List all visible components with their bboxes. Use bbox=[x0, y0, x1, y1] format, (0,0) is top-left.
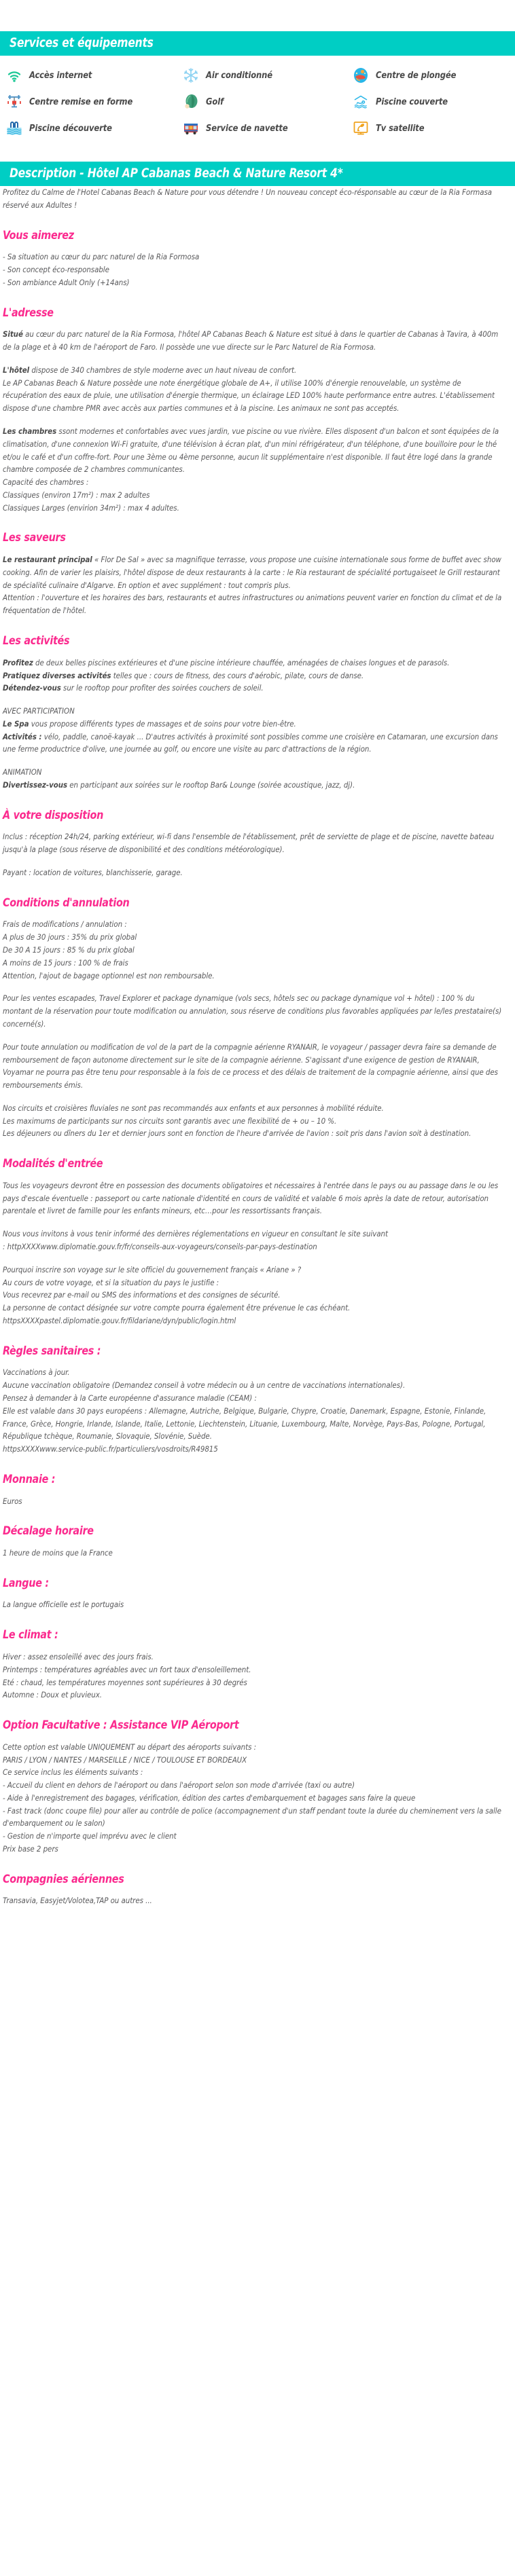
modalites-line: Au cours de votre voyage, et si la situation du pays le justifie : bbox=[3, 1277, 219, 1287]
disposition-inclus: Inclus : réception 24h/24, parking extérieur, wi-fi dans l'ensemble de l'établissement, prêt de serviette de plage et de piscine, navette bateau jusqu'à la plage (sous réserve de disponibilité et des conditions météorologique). bbox=[3, 832, 495, 855]
option-vip-line: Ce service inclus les éléments suivants : bbox=[3, 1767, 143, 1778]
climat-line: Eté : chaud, les températures moyennes sont supérieures à 30 degrés bbox=[3, 1677, 247, 1687]
outdoor-pool-icon bbox=[5, 119, 23, 137]
services-banner bbox=[0, 31, 515, 56]
modalites-site-url: : httpXXXXwww.diplomatie.gouv.fr/fr/conseils-aux-voyageurs/conseils-par-pays-destination bbox=[3, 1242, 317, 1251]
section-gap bbox=[0, 147, 515, 162]
paragraph-gap bbox=[3, 756, 511, 766]
bullet-line: - Sa situation au cœur du parc naturel de la Ria Formosa bbox=[3, 252, 200, 262]
amenity-label: Centre remise en forme bbox=[29, 96, 133, 107]
bullet-line: - Son concept éco-responsable bbox=[3, 265, 109, 275]
modalites-paragraph-1: Tous les voyageurs devront être en possession des documents obligatoires et nécessaires à l'entrée dans le pays ou au passage dans le ou les pays d'escale éventuelle : passeport ou carte nationale d'identité en cours de validité et valable 6 mois après la date de retour, autorisation parentale et livret de famille pour les enfants mineurs, etc…pour les ressortissants français. bbox=[3, 1180, 499, 1216]
activites-paragraph-1 bbox=[3, 657, 503, 669]
disposition-payant: Payant : location de voitures, blanchisserie, garage. bbox=[3, 868, 183, 877]
decalage-text: 1 heure de moins que la France bbox=[3, 1548, 113, 1558]
activites-p5-rest: vélo, paddle, canoë-kayak ... D'autres activités à proximité sont possibles comme une croisière en Catamaran, une excursion dans une ferme productrice d'olive, une journée au golf, ou encore une visite au parc d'attractions de la région. bbox=[3, 731, 498, 754]
adresse-p4-rest: ssont modernes et confortables avec vues jardin, vue piscine ou vue rivière. Elles disposent d'un balcon et sont équipées de la climatisation, d'une connexion Wi-Fi gratuite, d'une télévision à écran plat, d'un mini réfrigérateur, d'un téléphone, d'une bouilloire pour le thé et/ou le café et d'un coffre-fort. Pour une 3ème ou 4ème personne, aucun lit supplémentaire n'est disponible. Il faut être logé dans la grande chambre composée de 2 chambres communicantes. bbox=[3, 426, 499, 475]
annulation-line: Les déjeuners ou dîners du 1er et dernier jours sont en fonction de l'heure d'arrivée de l'avion : soit pris dans l'avion soit à destination. bbox=[3, 1128, 472, 1139]
modalites-line: Pourquoi inscrire son voyage sur le site officiel du gouvernement français « Ariane » ? bbox=[3, 1264, 302, 1274]
capacity-label: Capacité des chambres : bbox=[3, 477, 89, 487]
scuba-diver-icon bbox=[352, 67, 370, 84]
bullet-line: - Son ambiance Adult Only (+14ans) bbox=[3, 277, 130, 287]
heading-monnaie: Monnaie : bbox=[3, 1472, 56, 1486]
activites-p4-rest: vous propose différents types de massages et de soins pour votre bien-être. bbox=[29, 718, 296, 729]
amenities-grid bbox=[0, 56, 515, 147]
saveurs-p1-lead: Le restaurant principal bbox=[3, 555, 92, 565]
amenity-item bbox=[182, 67, 352, 84]
activites-p2-rest: telles que : cours de fitness, des cours d'aérobic, pilate, cours de danse. bbox=[111, 670, 364, 680]
saveurs-p1-rest: « Flor De Sal » avec sa magnifique terrasse, vous propose une cuisine internationale sous forme de buffet avec show cooking. Afin de varier les plaisirs, l'hôtel dispose de deux restaurants à la carte : le Ria restaurant de spécialité portugaiseet le Grill restaurant de spécialité culinaire d'Algarve. En option et avec supplément : tout compris plus. bbox=[3, 555, 501, 590]
amenity-label: Air conditionné bbox=[206, 70, 273, 81]
activites-p1-lead: Profitez bbox=[3, 657, 33, 667]
heading-activites: Les activités bbox=[3, 634, 70, 648]
adresse-p1-lead: Situé bbox=[3, 329, 23, 339]
saveurs-paragraph-2: Attention : l'ouverture et les horaires des bars, restaurants et autres infrastructures ou animations peuvent varier en fonction du climat et de la fréquentation de l'hôtel. bbox=[3, 593, 502, 616]
activites-p6-rest: en participant aux soirées sur le rooftop Bar& Lounge (soirée acoustique, jazz, dj). bbox=[67, 779, 355, 790]
heading-langue: Langue : bbox=[3, 1576, 49, 1590]
amenity-label: Service de navette bbox=[206, 123, 288, 134]
option-vip-line: - Gestion de n'importe quel imprévu avec le client bbox=[3, 1831, 177, 1841]
adresse-p2-rest: dispose de 340 chambres de style moderne avec un haut niveau de confort. bbox=[29, 365, 297, 375]
activites-p3-lead: Détendez-vous bbox=[3, 683, 61, 693]
annulation-paragraph-1: Pour les ventes escapades, Travel Explorer et package dynamique (vols secs, hôtels sec ou package dynamique vol + hôtel) : 100 % du montant de la réservation pour toute modification ou annulation, sous réserve de conditions plus favorables appliquées par le/les prestataire(s) concerné(s). bbox=[3, 993, 502, 1029]
annulation-paragraph-2: Pour toute annulation ou modification de vol de la part de la compagnie aérienne RYANAIR, le voyageur / passager devra faire sa demande de remboursement de façon autonome directement sur le site de la compagnie aérienne. S'agissant d'une exigence de gestion de RYANAIR, Voyamar ne pourra pas être tenu pour responsable à la fois de ce process et des délais de traitement de la compagnie aérienne, ainsi que des remboursements émis. bbox=[3, 1042, 498, 1090]
annulation-line: De 30 A 15 jours : 85 % du prix global bbox=[3, 945, 135, 955]
capacity-classique: Classiques (environ 17m²) : max 2 adultes bbox=[3, 490, 150, 500]
paragraph-gap bbox=[3, 1092, 511, 1102]
monnaie-text: Euros bbox=[3, 1496, 22, 1506]
modalites-line: Vous recevrez par e-mail ou SMS des informations et des consignes de sécurité. bbox=[3, 1290, 281, 1300]
activites-paragraph-4 bbox=[3, 718, 503, 731]
compagnies-text: Transavia, Easyjet/Volotea,TAP ou autres ... bbox=[3, 1896, 152, 1906]
adresse-p1-rest: au cœur du parc naturel de la Ria Formosa, l'hôtel AP Cabanas Beach & Nature est situé à dans le quartier de Cabanas à Tavira, à 400m de la plage et à 40 km de l'aéroport de Faro. Il possède une vue directe sur le Parc Naturel de Ria Formosa. bbox=[3, 329, 499, 352]
adresse-paragraph-1 bbox=[3, 328, 503, 354]
adresse-p4-lead: Les chambres bbox=[3, 426, 57, 436]
heading-decalage-horaire: Décalage horaire bbox=[3, 1524, 94, 1539]
activites-paragraph-2 bbox=[3, 669, 503, 682]
subtitle-animation: ANIMATION bbox=[3, 767, 42, 777]
paragraph-gap bbox=[3, 415, 511, 425]
snowflake-icon bbox=[182, 67, 200, 84]
indoor-pool-icon bbox=[352, 93, 370, 111]
adresse-paragraph-4 bbox=[3, 425, 503, 476]
amenity-label: Tv satellite bbox=[376, 123, 425, 134]
modalites-site-intro: Nous vous invitons à vous tenir informé des dernières réglementations en vigueur en consultant le site suivant bbox=[3, 1229, 389, 1239]
amenity-item bbox=[352, 119, 510, 137]
amenity-item bbox=[5, 67, 182, 84]
climat-line: Automne : Doux et pluvieux. bbox=[3, 1690, 103, 1700]
description-banner-title: Description - Hôtel AP Cabanas Beach & Nature Resort 4* bbox=[10, 166, 343, 181]
sanitaire-ceam-countries: Elle est valable dans 30 pays européens : Allemagne, Autriche, Belgique, Bulgarie, Chypre, Croatie, Danemark, Espagne, Estonie, Finlande, France, Grèce, Hongrie, Irlande, Islande, Italie, Lettonie, Liechtenstein, Lituanie, Luxembourg, Malte, Norvège, Pays-Bas, Pologne, Portugal, République tchèque, Roumanie, Slovaquie, Slovénie, Suède. bbox=[3, 1405, 486, 1441]
heading-modalites: Modalités d'entrée bbox=[3, 1157, 103, 1171]
heading-saveurs: Les saveurs bbox=[3, 531, 66, 545]
activites-p1-rest: de deux belles piscines extérieures et d'une piscine intérieure chauffée, aménagées de chaises longues et de parasols. bbox=[33, 657, 450, 667]
option-vip-line: Cette option est valable UNIQUEMENT au départ des aéroports suivants : bbox=[3, 1742, 257, 1752]
amenity-item bbox=[182, 119, 352, 137]
paragraph-gap bbox=[3, 1217, 511, 1228]
annulation-line: Les maximums de participants sur nos circuits sont garantis avec une flexibilité de + ou – 10 %. bbox=[3, 1116, 337, 1126]
amenity-item bbox=[5, 93, 182, 111]
heading-adresse: L'adresse bbox=[3, 306, 54, 320]
sanitaire-line: Aucune vaccination obligatoire (Demandez conseil à votre médecin ou à un centre de vaccinations internationales). bbox=[3, 1380, 406, 1391]
modalites-ariane-url: httpsXXXXpastel.diplomatie.gouv.fr/fildariane/dyn/public/login.html bbox=[3, 1315, 236, 1325]
heading-regles-sanitaires: Règles sanitaires : bbox=[3, 1344, 101, 1358]
saveurs-paragraph-1 bbox=[3, 553, 503, 591]
activites-p3-rest: sur le rooftop pour profiter des soirées couchers de soleil. bbox=[60, 683, 264, 693]
activites-p6-lead: Divertissez-vous bbox=[3, 779, 68, 790]
adresse-paragraph-2 bbox=[3, 364, 503, 377]
annulation-line: Attention, l'ajout de bagage optionnel est non remboursable. bbox=[3, 970, 215, 980]
paragraph-gap bbox=[3, 1031, 511, 1041]
paragraph-gap bbox=[3, 856, 511, 866]
shuttle-bus-icon bbox=[182, 119, 200, 137]
satellite-tv-icon bbox=[352, 119, 370, 137]
option-vip-price: Prix base 2 pers bbox=[3, 1844, 58, 1854]
subtitle-avec-participation: AVEC PARTICIPATION bbox=[3, 706, 75, 716]
activites-paragraph-6 bbox=[3, 779, 503, 792]
fitness-icon bbox=[5, 93, 23, 111]
golf-icon bbox=[182, 93, 200, 111]
activites-paragraph-5 bbox=[3, 731, 503, 756]
langue-text: La langue officielle est le portugais bbox=[3, 1600, 124, 1610]
description-banner bbox=[0, 162, 515, 186]
paragraph-gap bbox=[3, 1253, 511, 1264]
amenity-label: Accès internet bbox=[29, 70, 92, 81]
activites-paragraph-3 bbox=[3, 682, 503, 695]
annulation-line: A moins de 15 jours : 100 % de frais bbox=[3, 957, 128, 968]
paragraph-gap bbox=[3, 695, 511, 705]
climat-line: Hiver : assez ensoleillé avec des jours frais. bbox=[3, 1651, 154, 1661]
amenity-item bbox=[182, 93, 352, 111]
paragraph-gap bbox=[3, 354, 511, 364]
activites-p4-lead: Le Spa bbox=[3, 718, 29, 729]
activites-p5-lead: Activités : bbox=[3, 731, 42, 741]
annulation-line: A plus de 30 jours : 35% du prix global bbox=[3, 932, 137, 942]
annulation-line: Frais de modifications / annulation : bbox=[3, 919, 127, 930]
sanitaire-line: Vaccinations à jour. bbox=[3, 1367, 70, 1378]
sanitaire-url: httpsXXXXwww.service-public.fr/particuliers/vosdroits/R49815 bbox=[3, 1444, 218, 1454]
description-intro: Profitez du Calme de l'Hotel Cabanas Beach & Nature pour vous détendre ! Un nouveau concept éco-résponsable au cœur de la Ria Formasa réservé aux Adultes ! bbox=[3, 187, 493, 210]
adresse-p2-lead: L'hôtel bbox=[3, 365, 30, 375]
amenity-item bbox=[352, 67, 510, 84]
wifi-icon bbox=[5, 67, 23, 84]
heading-annulation: Conditions d'annulation bbox=[3, 896, 130, 910]
amenity-item bbox=[352, 93, 510, 111]
heading-disposition: À votre disposition bbox=[3, 808, 104, 822]
option-vip-line: - Aide à l'enregistrement des bagages, vérification, édition des cartes d'embarquement et bagages sans faire la queue bbox=[3, 1792, 416, 1803]
heading-compagnies-aeriennes: Compagnies aériennes bbox=[3, 1872, 124, 1886]
amenity-label: Piscine découverte bbox=[29, 123, 112, 134]
sanitaire-line: Pensez à demander à la Carte européenne d'assurance maladie (CEAM) : bbox=[3, 1393, 257, 1403]
amenity-item bbox=[5, 119, 182, 137]
capacity-classique-large: Classiques Larges (envirion 34m²) : max 4 adultes. bbox=[3, 502, 179, 513]
modalites-line: La personne de contact désignée sur votre compte pourra également être prévenue le cas échéant. bbox=[3, 1303, 351, 1313]
option-vip-line: - Accueil du client en dehors de l'aéroport ou dans l'aéroport selon son mode d'arrivée (taxi ou autre) bbox=[3, 1780, 355, 1790]
bottom-spacer bbox=[0, 1907, 515, 1921]
activites-p2-lead: Pratiquez diverses activités bbox=[3, 670, 111, 680]
heading-vous-aimerez: Vous aimerez bbox=[3, 228, 74, 242]
services-banner-title: Services et équipements bbox=[10, 35, 154, 50]
description-content bbox=[0, 186, 515, 1907]
top-spacer bbox=[0, 0, 515, 31]
paragraph-gap bbox=[3, 982, 511, 992]
amenity-label: Piscine couverte bbox=[376, 96, 448, 107]
adresse-paragraph-3: Le AP Cabanas Beach & Nature possède une note énergétique globale de A+, il utilise 100% d'énergie renouvelable, un système de récupération des eaux de pluie, une utilisation d'énergie thermique, un éclairage LED 100% haute performance entre autres. L'établissement dispose d'une chambre PMR avec accès aux parties communes et à la piscine. Les animaux ne sont pas acceptés. bbox=[3, 378, 495, 413]
option-vip-airports: PARIS / LYON / NANTES / MARSEILLE / NICE / TOULOUSE ET BORDEAUX bbox=[3, 1754, 247, 1765]
annulation-line: Nos circuits et croisières fluviales ne sont pas recommandés aux enfants et aux personnes à mobilité réduite. bbox=[3, 1103, 384, 1113]
amenity-label: Centre de plongée bbox=[376, 70, 457, 81]
amenity-label: Golf bbox=[206, 96, 224, 107]
heading-climat: Le climat : bbox=[3, 1628, 58, 1642]
climat-line: Printemps : températures agréables avec un fort taux d'ensoleillement. bbox=[3, 1664, 251, 1674]
heading-option-vip: Option Facultative : Assistance VIP Aéroport bbox=[3, 1718, 239, 1733]
option-vip-line: - Fast track (donc coupe file) pour aller au contrôle de police (accompagnement d'un staff pendant toute la durée du cheminement vers la salle d'embarquement ou le salon) bbox=[3, 1805, 501, 1828]
